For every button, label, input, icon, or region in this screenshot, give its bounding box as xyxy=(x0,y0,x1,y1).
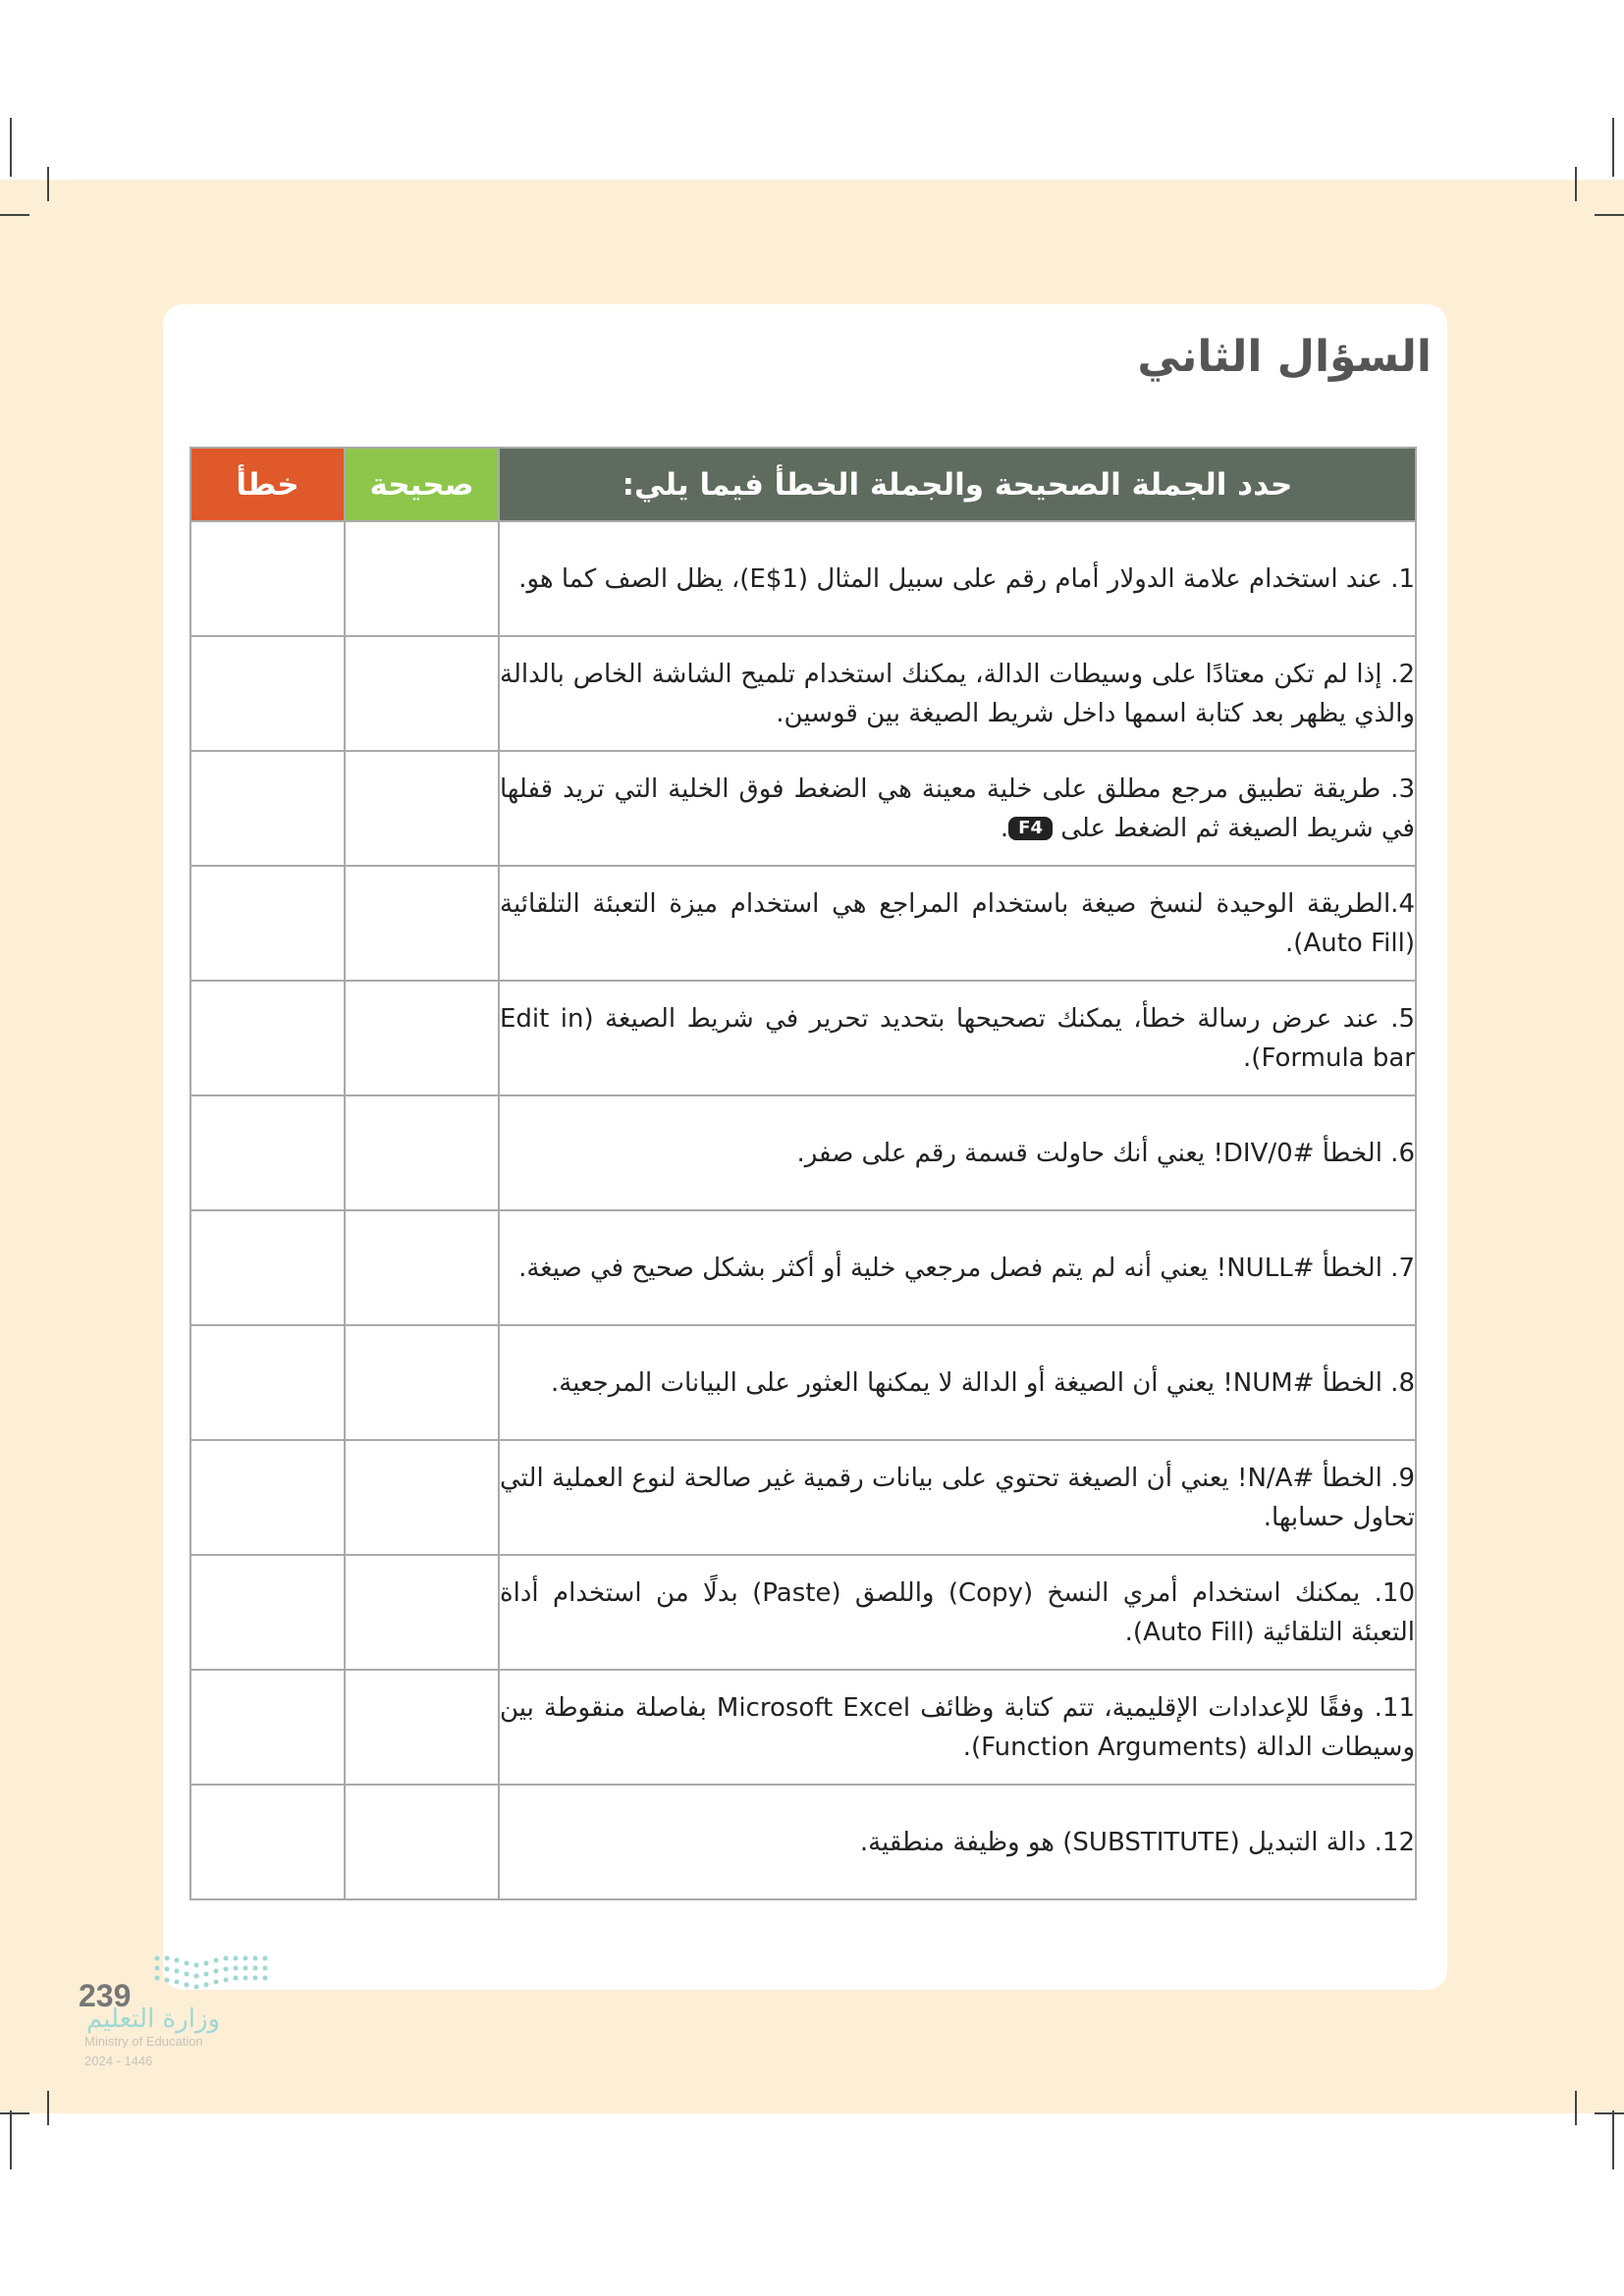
statement-text: 10. يمكنك استخدام أمري النسخ (Copy) واللصق (Paste) بدلًا من استخدام أداة التعبئة التلقائية (Auto Fill). xyxy=(499,1555,1416,1670)
statement-text: 6. الخطأ #DIV/0! يعني أنك حاولت قسمة رقم على صفر. xyxy=(499,1095,1416,1210)
answer-cell-true[interactable] xyxy=(345,1210,499,1325)
answer-cell-true[interactable] xyxy=(345,1785,499,1899)
statement-text: 12. دالة التبديل (SUBSTITUTE) هو وظيفة منطقية. xyxy=(499,1785,1416,1899)
answer-cell-true[interactable] xyxy=(345,1670,499,1785)
crop-mark xyxy=(0,2112,29,2114)
crop-mark xyxy=(47,167,49,201)
statement-text: 2. إذا لم تكن معتادًا على وسيطات الدالة، يمكنك استخدام تلميح الشاشة الخاص بالدالة والذي يظهر بعد كتابة اسمها داخل شريط الصيغة بين قوسين. xyxy=(499,636,1416,751)
crop-mark xyxy=(1612,2110,1614,2169)
table-row xyxy=(190,1440,1416,1555)
answer-cell-false[interactable] xyxy=(190,1785,345,1899)
answer-cell-true[interactable] xyxy=(345,866,499,981)
crop-mark xyxy=(10,118,12,177)
table-row xyxy=(190,1555,1416,1670)
statement-text: 8. الخطأ #NUM! يعني أن الصيغة أو الدالة لا يمكنها العثور على البيانات المرجعية. xyxy=(499,1325,1416,1440)
true-false-table xyxy=(189,447,1417,1900)
statement-text: 5. عند عرض رسالة خطأ، يمكنك تصحيحها بتحديد تحرير في شريط الصيغة (Edit in Formula bar). xyxy=(499,981,1416,1095)
crop-mark xyxy=(10,2110,12,2169)
crop-mark xyxy=(47,2091,49,2125)
statement-text-part: . xyxy=(1000,813,1009,843)
statement-text xyxy=(499,751,1416,866)
statement-text: 9. الخطأ #N/A! يعني أن الصيغة تحتوي على بيانات رقمية غير صالحة لنوع العملية التي تحاول حسابها. xyxy=(499,1440,1416,1555)
answer-cell-false[interactable] xyxy=(190,1095,345,1210)
statement-text: 11. وفقًا للإعدادات الإقليمية، تتم كتابة وظائف Microsoft Excel بفاصلة منقوطة بين وسيطات الدالة (Function Arguments). xyxy=(499,1670,1416,1785)
crop-mark xyxy=(1575,167,1577,201)
table-row xyxy=(190,1095,1416,1210)
answer-cell-true[interactable] xyxy=(345,1555,499,1670)
statement-text-part: 3. طريقة تطبيق مرجع مطلق على خلية معينة هي الضغط فوق الخلية التي تريد قفلها في شريط الصيغة ثم الضغط على xyxy=(500,774,1415,843)
answer-cell-false[interactable] xyxy=(190,1440,345,1555)
crop-mark xyxy=(1612,118,1614,177)
table-row xyxy=(190,1670,1416,1785)
answer-cell-true[interactable] xyxy=(345,1095,499,1210)
answer-cell-true[interactable] xyxy=(345,751,499,866)
crop-mark xyxy=(1595,214,1624,216)
ministry-name-english: Ministry of Education xyxy=(84,2034,203,2049)
answer-cell-true[interactable] xyxy=(345,981,499,1095)
ministry-name-arabic: وزارة التعليم xyxy=(86,2004,221,2034)
table-row xyxy=(190,866,1416,981)
statement-text: 4.الطريقة الوحيدة لنسخ صيغة باستخدام المراجع هي استخدام ميزة التعبئة التلقائية (Auto Fill). xyxy=(499,866,1416,981)
page-number: 239 xyxy=(79,1978,132,2013)
table-row xyxy=(190,1210,1416,1325)
answer-cell-false[interactable] xyxy=(190,751,345,866)
table-header-row xyxy=(190,448,1416,521)
header-true: صحيحة xyxy=(345,448,499,521)
question-title: السؤال الثاني xyxy=(1137,332,1432,382)
answer-cell-false[interactable] xyxy=(190,636,345,751)
statement-text: 7. الخطأ #NULL! يعني أنه لم يتم فصل مرجعي خلية أو أكثر بشكل صحيح في صيغة. xyxy=(499,1210,1416,1325)
header-false: خطأ xyxy=(190,448,345,521)
answer-cell-false[interactable] xyxy=(190,1325,345,1440)
table-row xyxy=(190,521,1416,636)
answer-cell-false[interactable] xyxy=(190,866,345,981)
ministry-year: 2024 - 1446 xyxy=(84,2054,153,2068)
statement-text: 1. عند استخدام علامة الدولار أمام رقم على سبيل المثال (E$1)، يظل الصف كما هو. xyxy=(499,521,1416,636)
table-row xyxy=(190,751,1416,866)
table-row xyxy=(190,1325,1416,1440)
f4-key-badge: F4 xyxy=(1008,817,1053,840)
answer-cell-true[interactable] xyxy=(345,1325,499,1440)
crop-mark xyxy=(1595,2112,1624,2114)
answer-cell-true[interactable] xyxy=(345,521,499,636)
answer-cell-false[interactable] xyxy=(190,521,345,636)
table-row xyxy=(190,981,1416,1095)
table-row xyxy=(190,636,1416,751)
answer-cell-false[interactable] xyxy=(190,1670,345,1785)
answer-cell-false[interactable] xyxy=(190,1210,345,1325)
crop-mark xyxy=(0,214,29,216)
crop-mark xyxy=(1575,2091,1577,2125)
header-statement: حدد الجملة الصحيحة والجملة الخطأ فيما يلي: xyxy=(499,448,1416,521)
answer-cell-true[interactable] xyxy=(345,636,499,751)
answer-cell-false[interactable] xyxy=(190,1555,345,1670)
answer-cell-false[interactable] xyxy=(190,981,345,1095)
answer-cell-true[interactable] xyxy=(345,1440,499,1555)
table-row xyxy=(190,1785,1416,1899)
